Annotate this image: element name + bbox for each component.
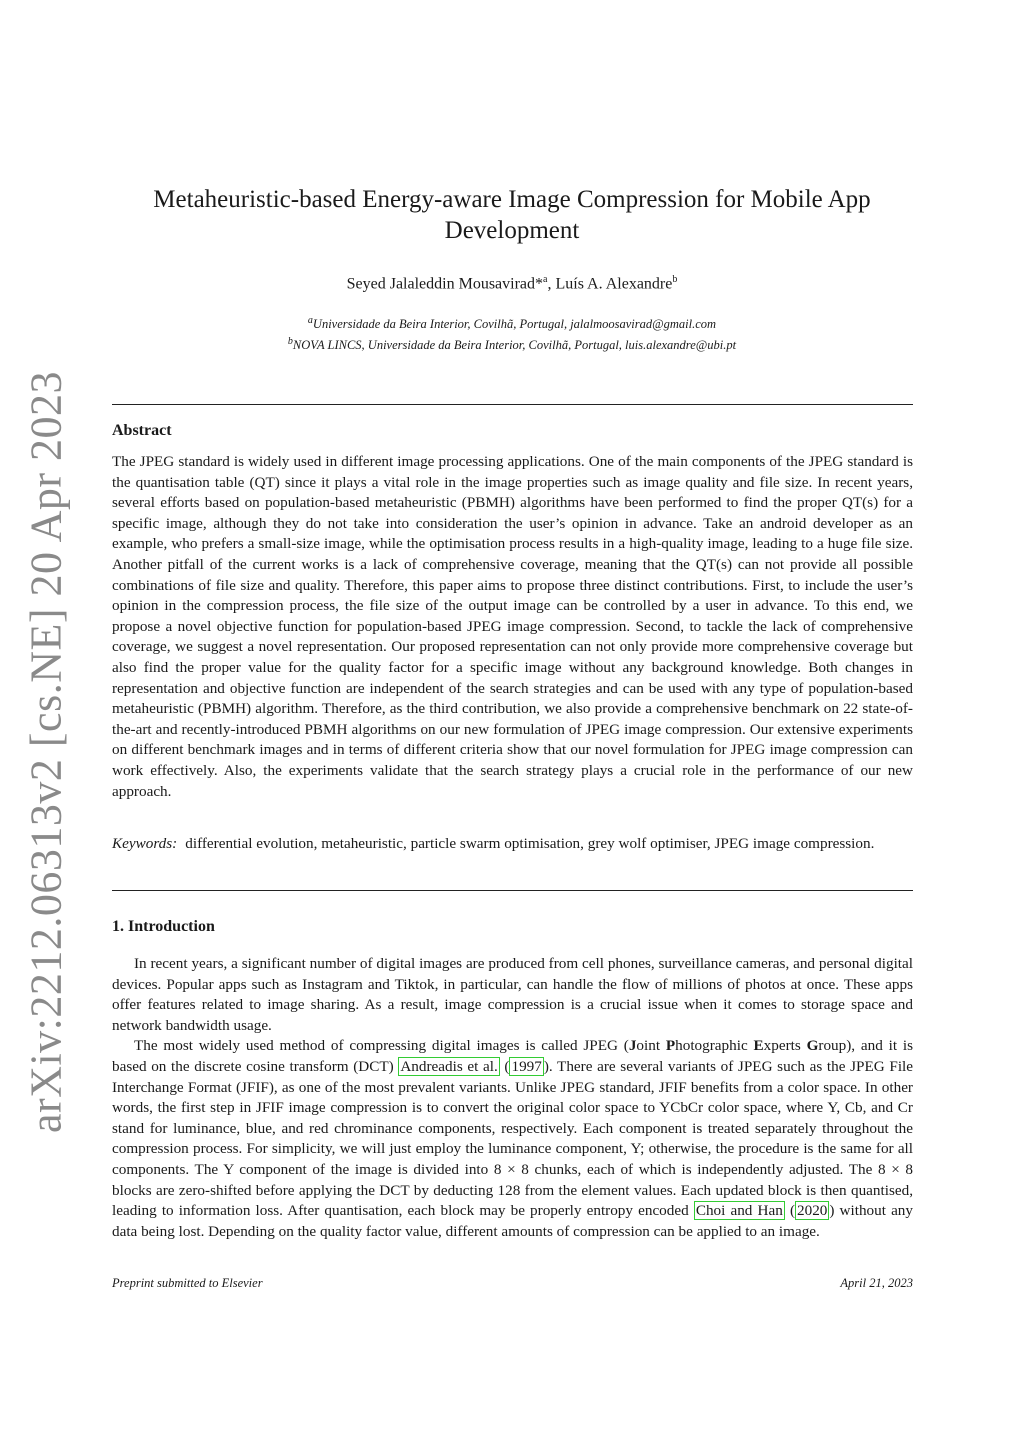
text-run: ). There are several variants of JPEG such as the JPEG File Interchange Format (JFIF), as one of the most prevalent variants. Unlike JPEG standard, JFIF benefits from a color space. In other words, the first step in JFIF image compression is to convert the original color space to YCbCr color space, where Y, Cb, and Cr stand for luminance, blue, and red chrominance components, respectively. Each component is treated separately throughout the compression process. For simplicity, we will just employ the luminance component, Y; otherwise, the procedure is the same for all components. The Y component of the image is divided into 8 × 8 chunks, each of which is independently adjusted. The 8 × 8 blocks are zero-shifted before applying the DCT by deducting 128 from the element values. Each updated block is then quantised, leading to information loss. After quantisation, each block may be properly entropy encoded — [112, 1057, 913, 1220]
acronym-letter: P — [665, 1037, 676, 1055]
abstract-top-divider — [112, 404, 913, 405]
footer-preprint-note: Preprint submitted to Elsevier — [112, 1276, 263, 1290]
text-run: hotographic — [675, 1037, 754, 1055]
text-run: The most widely used method of compressing digital images is called JPEG ( — [134, 1037, 629, 1055]
text-run: without any data being lost. Depending on the quality factor value, different amounts of compression can be applied to an image. — [112, 1202, 913, 1240]
abstract-bottom-divider — [112, 890, 913, 891]
citation-link-choi-han[interactable]: Choi and Han — [695, 1202, 783, 1220]
intro-paragraph: The most widely used method of compressing digital images is called JPEG (Joint Photographic Experts Group), and it is based on the discrete cosine transform (DCT) Andreadis et al. ( 1997 ). There are several variants of JPEG such as the JPEG File Interchange Format (JFIF), as one of the most prevalent variants. Unlike JPEG standard, JFIF benefits from a color space. In other words, the first step in JFIF image compression is to convert the original color space to YCbCr color space, where Y, Cb, and Cr stand for luminance, blue, and red chrominance components, respectively. Each component is treated separately throughout the compression process. For simplicity, we will just employ the luminance component, Y; otherwise, the procedure is the same for all components. The Y component of the image is divided into 8 × 8 chunks, each of which is independently adjusted. The 8 × 8 blocks are zero-shifted before applying the DCT by deducting 128 from the element values. Each updated block is then quantised, leading to information loss. After quantisation, each block may be properly entropy encoded Choi and Han ( 2020 ) without any data being lost. Depending on the quality factor value, different amounts of compression can be applied to an image. — [112, 1037, 913, 1240]
introduction-body — [112, 954, 913, 1242]
acronym-letter: J — [628, 1037, 637, 1055]
author-affil-mark: b — [672, 274, 678, 285]
affiliation-text: Universidade da Beira Interior, Covilhã, Portugal, jalalmoosavirad@gmail.com — [312, 317, 717, 332]
keywords — [112, 834, 913, 855]
intro-paragraph: In recent years, a significant number of digital images are produced from cell phones, surveillance cameras, and personal digital devices. Popular apps such as Instagram and Tiktok, in particular, can handle the flow of millions of photos at once. These apps offer features related to image sharing. As a result, image compression is a crucial issue when it comes to storage space and network bandwidth usage. — [112, 955, 913, 1034]
author-separator: , — [547, 275, 556, 293]
author-name: Luís A. Alexandre — [555, 275, 673, 293]
citation-link-andreadis[interactable]: Andreadis et al. — [400, 1057, 498, 1075]
abstract-heading: Abstract — [112, 422, 172, 439]
abstract-text: The JPEG standard is widely used in different image processing applications. One of the main components of the JPEG standard is the quantisation table (QT) since it plays a vital role in the image properties such as image quality and file size. In recent years, several efforts based on population-based metaheuristic (PBMH) algorithms have been performed to find the proper QT(s) for a specific image, although they do not take into consideration the user’s opinion in advance. Take an android developer as an example, who prefers a small-size image, while the optimisation process results in a high-quality image, leading to a huge file size. Another pitfall of the current works is a lack of comprehensive coverage, meaning that the QT(s) can not provide all possible combinations of file size and quality. Therefore, this paper aims to propose three distinct contributions. First, to include the user’s opinion in the compression process, the file size of the output image can be controlled by a user in advance. To this end, we propose a novel objective function for population-based JPEG image compression. Second, to tackle the lack of comprehensive coverage, we suggest a novel representation. Our proposed representation can not only provide more comprehensive coverage but also find the proper value for the quality factor for a specific image without any background knowledge. Both changes in representation and objective function are independent of the search strategies and can be used with any type of population-based metaheuristic (PBMH) algorithm. Therefore, as the third contribution, we also provide a comprehensive benchmark on 22 state-of-the-art and recently-introduced PBMH algorithms on our new formulation of JPEG image compression. Our extensive experiments on different benchmark images and in terms of different criteria show that our novel formulation for JPEG image compression can work effectively. Also, the experiments validate that the search strategy plays a crucial role in the performance of our new approach. — [112, 453, 913, 800]
text-run: xperts — [763, 1037, 807, 1055]
text-run: roup), and it is based on the discrete cosine transform (DCT) — [112, 1037, 913, 1075]
keywords-label: Keywords: — [112, 835, 178, 852]
acronym-letter: G — [806, 1037, 819, 1055]
author-list — [112, 274, 912, 293]
citation-year-link[interactable]: 2020 — [797, 1202, 828, 1220]
affiliations — [112, 312, 912, 354]
text-run: oint — [636, 1037, 666, 1055]
author-affil-mark: a — [543, 274, 548, 285]
arxiv-identifier-stamp: arXiv:2212.06313v2 [cs.NE] 20 Apr 2023 — [21, 370, 71, 1134]
affiliation-text: NOVA LINCS, Universidade da Beira Interior, Covilhã, Portugal, luis.alexandre@ubi.pt — [292, 338, 737, 353]
affiliation-mark: a — [307, 315, 313, 326]
introduction-heading: 1. Introduction — [112, 918, 215, 935]
acronym-letter: E — [753, 1037, 764, 1055]
affiliation-line — [112, 333, 912, 354]
keywords-text: differential evolution, metaheuristic, particle swarm optimisation, grey wolf optimiser, JPEG image compression. — [185, 835, 875, 852]
paper-title: Metaheuristic-based Energy-aware Image Compression for Mobile App Development — [153, 186, 871, 244]
affiliation-mark: b — [287, 336, 293, 348]
citation-year-link[interactable]: 1997 — [511, 1057, 542, 1075]
author-name: Seyed Jalaleddin Mousavirad* — [346, 275, 544, 293]
affiliation-line — [112, 312, 912, 333]
footer-date: April 21, 2023 — [840, 1276, 913, 1290]
